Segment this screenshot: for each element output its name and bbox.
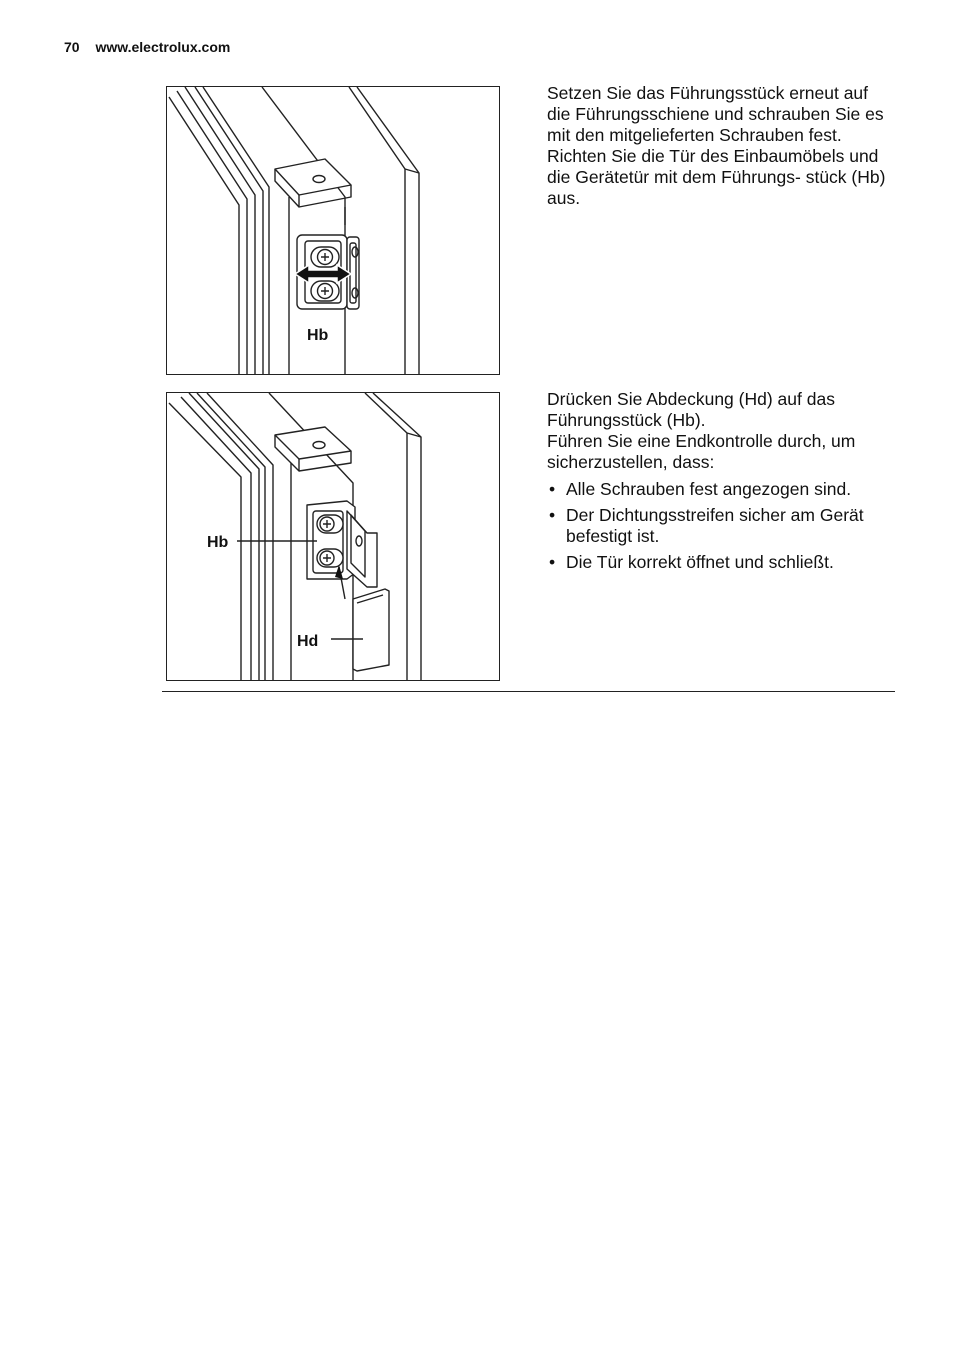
list-item: • Der Dichtungsstreifen sicher am Gerät befestigt ist. bbox=[547, 505, 892, 547]
page-number: 70 bbox=[64, 39, 80, 55]
list-item: • Alle Schrauben fest angezogen sind. bbox=[547, 479, 892, 500]
step-2-instructions bbox=[547, 389, 892, 578]
paragraph: Drücken Sie Abdeckung (Hd) auf das Führungsstück (Hb). bbox=[547, 389, 835, 430]
label-hb: Hb bbox=[307, 327, 329, 344]
page-header bbox=[64, 39, 230, 55]
list-item: • Die Tür korrekt öffnet und schließt. bbox=[547, 552, 892, 573]
website-link[interactable]: www.electrolux.com bbox=[95, 39, 231, 55]
paragraph: Setzen Sie das Führungsstück erneut auf die Führungsschiene und schrauben Sie es mit den mitgelieferten Schrauben fest. Richten Sie die Tür des Einbaumöbels und die Gerätetür mit dem Führungs- stück (Hb) aus. bbox=[547, 83, 886, 208]
figure-cover-attach bbox=[166, 392, 500, 681]
step-1-instructions bbox=[547, 83, 892, 209]
guide-piece-illustration bbox=[167, 87, 499, 374]
label-hb: Hb bbox=[207, 534, 229, 551]
checklist bbox=[547, 479, 892, 573]
section-divider bbox=[162, 691, 895, 692]
paragraph: Führen Sie eine Endkontrolle durch, um sicherzustellen, dass: bbox=[547, 431, 856, 472]
figure-guide-piece-adjust bbox=[166, 86, 500, 375]
label-hd: Hd bbox=[297, 633, 319, 650]
cover-illustration bbox=[167, 393, 499, 680]
